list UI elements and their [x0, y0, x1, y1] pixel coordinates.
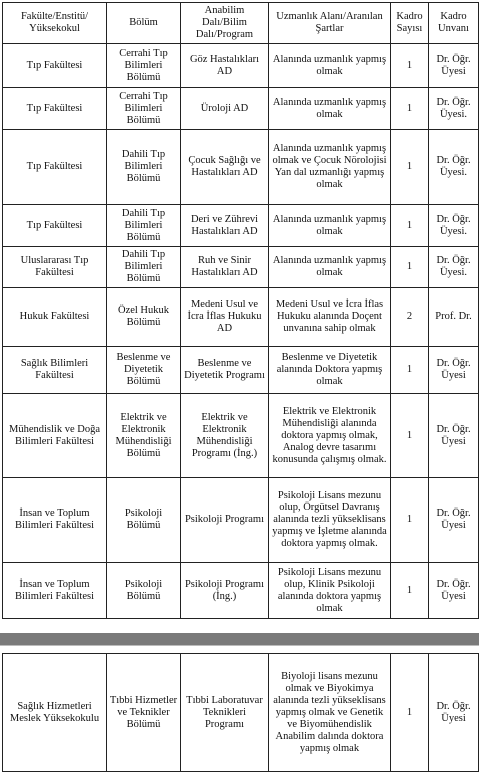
cell-faculty: Sağlık Bilimleri Fakültesi	[3, 347, 107, 394]
cell-count: 1	[391, 247, 429, 288]
cell-count: 1	[391, 44, 429, 88]
header-program: Anabilim Dalı/Bilim Dalı/Program	[181, 3, 269, 44]
cell-title: Dr. Öğr. Üyesi	[429, 563, 479, 619]
header-title: Kadro Unvanı	[429, 3, 479, 44]
cell-department: Elektrik ve Elektronik Mühendisliği Bölümü	[107, 394, 181, 478]
cell-title: Dr. Öğr. Üyesi	[429, 394, 479, 478]
cell-program: Tıbbi Laboratuvar Teknikleri Programı	[181, 654, 269, 772]
cell-department: Psikoloji Bölümü	[107, 563, 181, 619]
cell-requirements: Alanında uzmanlık yapmış olmak ve Çocuk Nörolojisi Yan dal uzmanlığı yapmış olmak	[269, 130, 391, 205]
cell-program: Beslenme ve Diyetetik Programı	[181, 347, 269, 394]
cell-faculty: Tıp Fakültesi	[3, 44, 107, 88]
cell-count: 1	[391, 478, 429, 563]
cell-faculty: İnsan ve Toplum Bilimleri Fakültesi	[3, 563, 107, 619]
cell-department: Cerrahi Tıp Bilimleri Bölümü	[107, 44, 181, 88]
cell-count: 1	[391, 88, 429, 130]
cell-count: 1	[391, 205, 429, 247]
cell-program: Göz Hastalıkları AD	[181, 44, 269, 88]
cell-faculty: Mühendislik ve Doğa Bilimleri Fakültesi	[3, 394, 107, 478]
cell-title: Dr. Öğr. Üyesi	[429, 347, 479, 394]
cell-requirements: Alanında uzmanlık yapmış olmak	[269, 88, 391, 130]
cell-faculty: İnsan ve Toplum Bilimleri Fakültesi	[3, 478, 107, 563]
cell-title: Dr. Öğr. Üyesi	[429, 44, 479, 88]
header-requirements: Uzmanlık Alanı/Aranılan Şartlar	[269, 3, 391, 44]
cell-program: Çocuk Sağlığı ve Hastalıkları AD	[181, 130, 269, 205]
cell-program: Psikoloji Programı	[181, 478, 269, 563]
table-row	[3, 478, 479, 563]
cell-requirements: Beslenme ve Diyetetik alanında Doktora yapmış olmak	[269, 347, 391, 394]
cell-department: Dahili Tıp Bilimleri Bölümü	[107, 205, 181, 247]
positions-table	[2, 2, 479, 619]
table-row	[3, 288, 479, 347]
cell-department: Dahili Tıp Bilimleri Bölümü	[107, 130, 181, 205]
cell-faculty: Hukuk Fakültesi	[3, 288, 107, 347]
cell-program: Üroloji AD	[181, 88, 269, 130]
cell-requirements: Medeni Usul ve İcra İflas Hukuku alanında Doçent unvanına sahip olmak	[269, 288, 391, 347]
cell-count: 1	[391, 130, 429, 205]
cell-program: Medeni Usul ve İcra İflas Hukuku AD	[181, 288, 269, 347]
cell-requirements: Alanında uzmanlık yapmış olmak	[269, 205, 391, 247]
page-separator-line	[0, 645, 479, 646]
cell-title: Dr. Öğr. Üyesi	[429, 654, 479, 772]
cell-count: 1	[391, 654, 429, 772]
cell-department: Beslenme ve Diyetetik Bölümü	[107, 347, 181, 394]
table-row	[3, 130, 479, 205]
header-department: Bölüm	[107, 3, 181, 44]
cell-department: Özel Hukuk Bölümü	[107, 288, 181, 347]
cell-department: Tıbbi Hizmetler ve Teknikler Bölümü	[107, 654, 181, 772]
table-row	[3, 347, 479, 394]
table-row	[3, 247, 479, 288]
cell-count: 1	[391, 563, 429, 619]
cell-requirements: Alanında uzmanlık yapmış olmak	[269, 44, 391, 88]
cell-title: Dr. Öğr. Üyesi.	[429, 205, 479, 247]
cell-program: Deri ve Zührevi Hastalıkları AD	[181, 205, 269, 247]
cell-requirements: Psikoloji Lisans mezunu olup, Klinik Psikoloji alanında doktora yapmış olmak	[269, 563, 391, 619]
cell-faculty: Tıp Fakültesi	[3, 88, 107, 130]
page-separator-band	[0, 633, 479, 645]
cell-title: Prof. Dr.	[429, 288, 479, 347]
cell-requirements: Biyoloji lisans mezunu olmak ve Biyokimya alanında tezli yükseklisans yapmış olmak ve Genetik ve Biyomühendislik Anabilim dalında doktora yapmış olmak	[269, 654, 391, 772]
cell-requirements: Psikoloji Lisans mezunu olup, Örgütsel Davranış alanında tezli yükseklisans yapmış ve İşletme alanında doktora yapmış olmak.	[269, 478, 391, 563]
cell-title: Dr. Öğr. Üyesi.	[429, 130, 479, 205]
cell-faculty: Sağlık Hizmetleri Meslek Yüksekokulu	[3, 654, 107, 772]
cell-department: Psikoloji Bölümü	[107, 478, 181, 563]
table-row	[3, 88, 479, 130]
table-row	[3, 394, 479, 478]
cell-requirements: Elektrik ve Elektronik Mühendisliği alanında doktora yapmış olmak, Analog devre tasarımı konusunda çalışmış olmak.	[269, 394, 391, 478]
table-row	[3, 205, 479, 247]
cell-count: 1	[391, 347, 429, 394]
cell-department: Cerrahi Tıp Bilimleri Bölümü	[107, 88, 181, 130]
cell-faculty: Tıp Fakültesi	[3, 205, 107, 247]
table-row	[3, 563, 479, 619]
header-count: Kadro Sayısı	[391, 3, 429, 44]
cell-requirements: Alanında uzmanlık yapmış olmak	[269, 247, 391, 288]
cell-title: Dr. Öğr. Üyesi.	[429, 88, 479, 130]
header-faculty: Fakülte/Enstitü/ Yüksekokul	[3, 3, 107, 44]
cell-title: Dr. Öğr. Üyesi.	[429, 247, 479, 288]
table-header-row	[3, 3, 479, 44]
cell-title: Dr. Öğr. Üyesi	[429, 478, 479, 563]
cell-program: Psikoloji Programı (İng.)	[181, 563, 269, 619]
table-row	[3, 654, 479, 772]
cell-department: Dahili Tıp Bilimleri Bölümü	[107, 247, 181, 288]
positions-table-continued	[2, 653, 479, 772]
cell-faculty: Tıp Fakültesi	[3, 130, 107, 205]
cell-program: Elektrik ve Elektronik Mühendisliği Programı (İng.)	[181, 394, 269, 478]
cell-count: 1	[391, 394, 429, 478]
table-row	[3, 44, 479, 88]
cell-count: 2	[391, 288, 429, 347]
cell-faculty: Uluslararası Tıp Fakültesi	[3, 247, 107, 288]
cell-program: Ruh ve Sinir Hastalıkları AD	[181, 247, 269, 288]
